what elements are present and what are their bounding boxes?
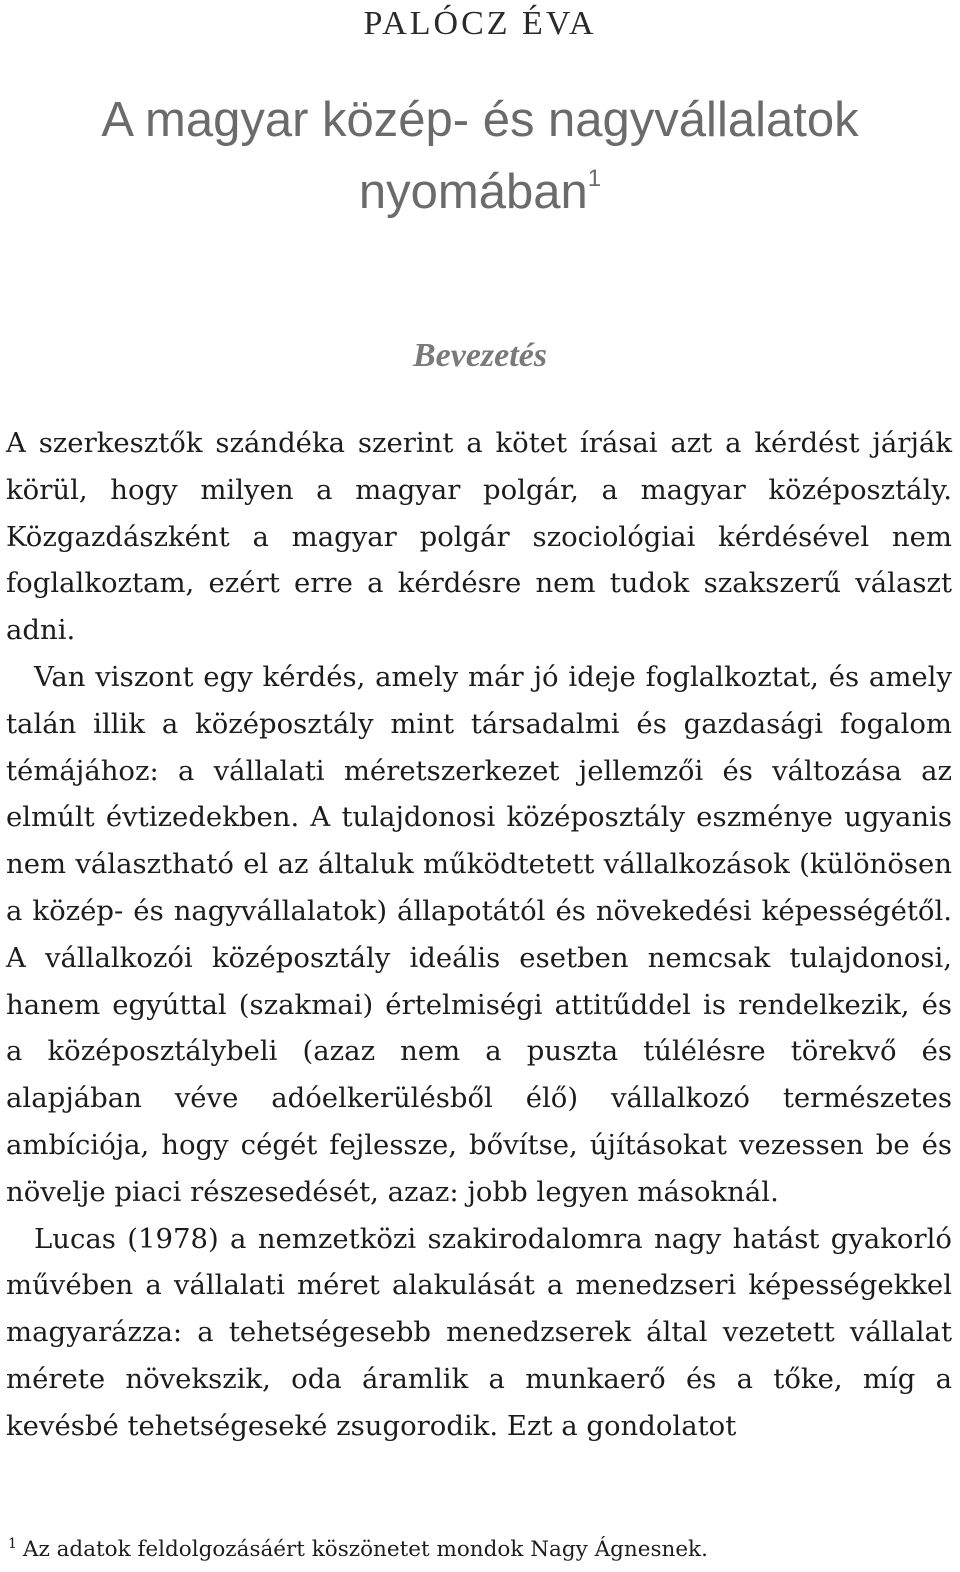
paragraph: A szerkesztők szándéka szerint a kötet írásai azt a kérdést járják körül, hogy milyen a magyar polgár, a magyar középosztály. Közgazdászként a magyar polgár szociológiai kérdésével nem foglalkoztam, ezért erre a kérdésre nem tudok szakszerű választ adni. — [6, 427, 952, 647]
paragraph: Lucas (1978) a nemzetközi szakirodalomra nagy hatást gyakorló művében a vállalati méret alakulását a menedzseri képességekkel magyarázza: a tehetségesebb menedzserek által vezetett vállalat mérete növekszik, oda áramlik a munkaerő és a tőke, míg a kevésbé tehetségeseké zsugorodik. Ezt a gondolatot — [6, 1222, 952, 1442]
section-heading: Bevezetés — [412, 337, 548, 374]
paragraph: Van viszont egy kérdés, amely már jó ideje foglalkoztat, és amely talán illik a középosztály mint társadalmi és gazdasági fogalom témájához: a vállalati méretszerkezet jellemzői és változása az elmúlt évtizedekben. A tulajdonosi középosztály eszménye ugyanis nem választható el az általuk működtetett vállalkozások (különösen a közép- és nagyvállalatok) állapotától és növekedési képességétől. A vállalkozói középosztály ideális esetben nemcsak tulajdonosi, hanem egyúttal (szakmai) értelmiségi attitűddel is rendelkezik, és a középosztálybeli (azaz nem a puszta túlélésre törekvő és alapjában véve adóelkerülésből élő) vállalkozó természetes ambíciója, hogy cégét fejlessze, bővítse, újításokat vezessen be és növelje piaci részesedését, azaz: jobb legyen másoknál. — [6, 660, 952, 1208]
footnote — [8, 1535, 952, 1565]
author-name: PALÓCZ ÉVA — [363, 5, 597, 42]
body-text — [6, 420, 952, 1450]
footnote-marker: 1 — [8, 1536, 17, 1552]
chapter-title-text: A magyar közép- és nagyvállalatok nyomában — [101, 93, 859, 219]
title-footnote-marker: 1 — [587, 165, 602, 192]
footnote-text: Az adatok feldolgozásáért köszönetet mondok Nagy Ágnesnek. — [22, 1537, 708, 1562]
chapter-title — [40, 84, 920, 228]
